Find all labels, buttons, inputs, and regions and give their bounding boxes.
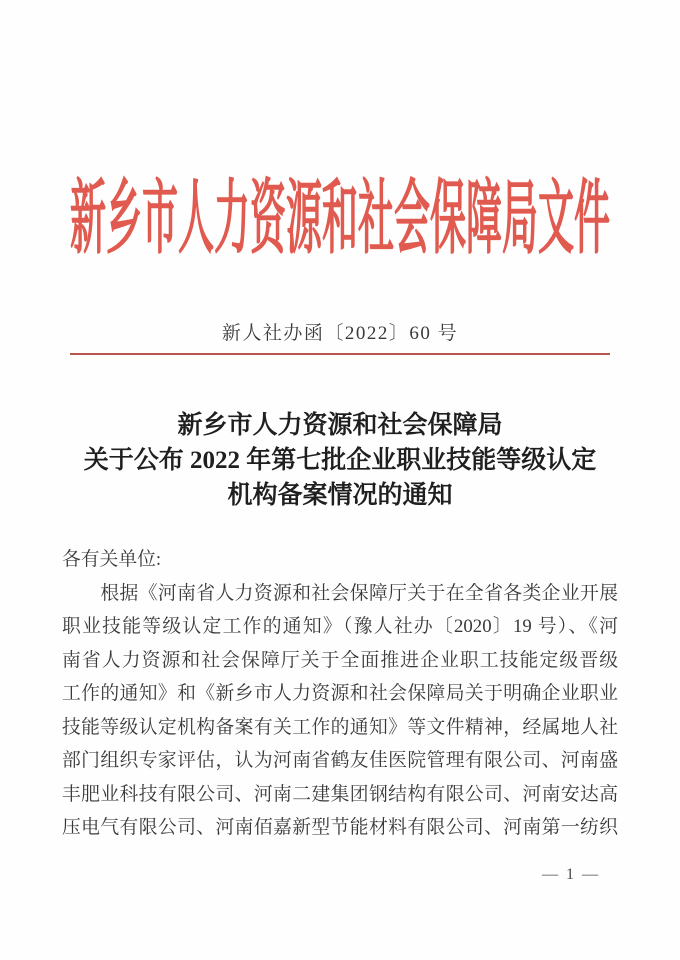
document-header-banner: [0, 170, 680, 264]
body-line: 职业技能等级认定工作的通知》（豫人社办〔2020〕19 号）、《河: [62, 616, 618, 637]
notice-title-line-3: 机构备案情况的通知: [227, 482, 453, 509]
header-divider-line: [70, 353, 610, 355]
document-header-title: 新乡市人力资源和社会保障局文件: [69, 173, 610, 264]
salutation-line: 各有关单位:: [62, 549, 162, 570]
body-line: 丰肥业科技有限公司、河南二建集团钢结构有限公司、河南安达高: [62, 783, 618, 805]
body-line: 南省人力资源和社会保障厅关于全面推进企业职工技能定级晋级: [62, 649, 618, 671]
notice-body: [62, 543, 618, 845]
document-number: 新人社办函〔2022〕60 号: [221, 323, 459, 344]
body-line: 工作的通知》和《新乡市人力资源和社会保障局关于明确企业职业: [62, 683, 618, 704]
page-number: — 1 —: [542, 866, 600, 883]
notice-title-line-1: 新乡市人力资源和社会保障局: [177, 412, 503, 439]
body-line: 根据《河南省人力资源和社会保障厅关于在全省各类企业开展: [62, 582, 618, 604]
body-line: 部门组织专家评估，认为河南省鹤友佳医院管理有限公司、河南盛: [62, 750, 618, 771]
notice-title-line-2: 关于公布 2022 年第七批企业职业技能等级认定: [83, 447, 597, 474]
notice-title: [0, 408, 680, 513]
body-line: 技能等级认定机构备案有关工作的通知》等文件精神，经属地人社: [62, 716, 618, 738]
body-line: 压电气有限公司、河南佰嘉新型节能材料有限公司、河南第一纺织: [62, 817, 618, 838]
